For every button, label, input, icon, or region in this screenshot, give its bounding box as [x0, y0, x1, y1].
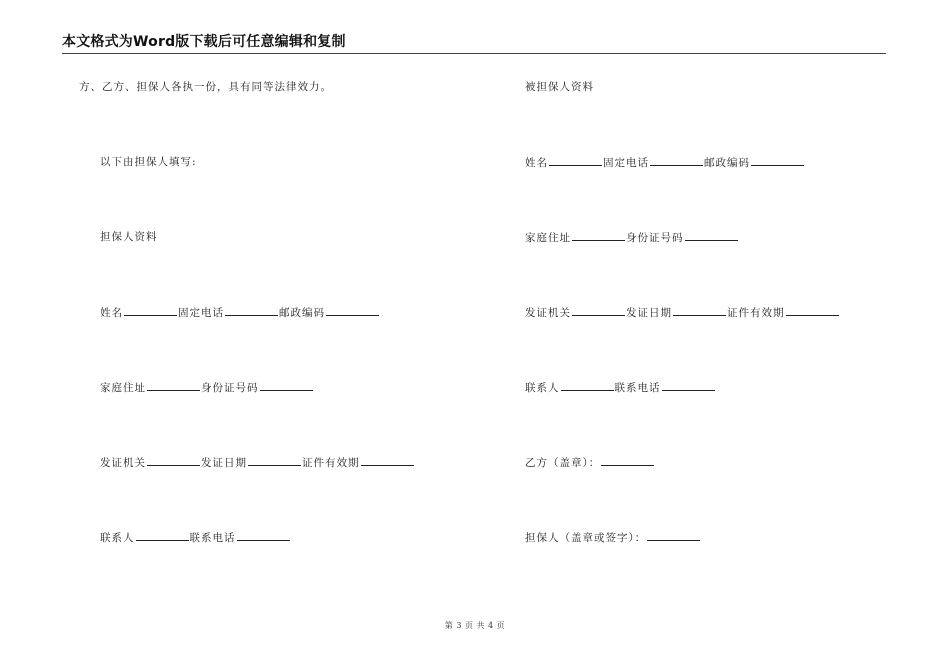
name-label: 姓名: [100, 307, 123, 319]
guarantor-seal-label: 担保人（盖章或签字）：: [525, 532, 647, 544]
valid-blank[interactable]: [361, 455, 414, 466]
left-intro-line: [79, 80, 332, 94]
id-blank[interactable]: [260, 380, 313, 391]
issue-date-label: 发证日期: [201, 457, 247, 469]
issuer-blank[interactable]: [147, 455, 200, 466]
issuer-label: 发证机关: [525, 307, 571, 319]
contact-phone-label: 联系电话: [189, 532, 236, 544]
guarantor-seal-blank[interactable]: [647, 530, 700, 541]
phone-blank[interactable]: [225, 305, 278, 316]
contact-phone-label: 联系电话: [614, 382, 661, 394]
contact-label: 联系人: [525, 382, 560, 394]
issue-date-blank[interactable]: [673, 305, 726, 316]
id-label: 身份证号码: [626, 232, 684, 244]
issuer-label: 发证机关: [100, 457, 146, 469]
left-section-title: [100, 230, 158, 244]
name-blank[interactable]: [549, 155, 602, 166]
contact-label: 联系人: [100, 532, 135, 544]
right-issuer-row: [525, 305, 840, 320]
left-issuer-row: [100, 455, 415, 470]
header-title: 本文格式为Word版下载后可任意编辑和复制: [62, 34, 346, 50]
left-fill-note: [100, 155, 197, 169]
issuer-blank[interactable]: [572, 305, 625, 316]
page-footer: [0, 621, 950, 631]
page-number: 第 3 页 共 4 页: [444, 621, 506, 630]
right-address-row: [525, 230, 739, 245]
postcode-label: 邮政编码: [279, 307, 325, 319]
postcode-blank[interactable]: [751, 155, 804, 166]
address-label: 家庭住址: [525, 232, 571, 244]
address-label: 家庭住址: [100, 382, 146, 394]
guaranteed-section-title: 被担保人资料: [525, 81, 594, 93]
phone-label: 固定电话: [178, 307, 224, 319]
valid-label: 证件有效期: [302, 457, 360, 469]
fill-note-text: 以下由担保人填写:: [100, 156, 197, 168]
contact-phone-blank[interactable]: [237, 530, 290, 541]
right-contact-row: [525, 380, 716, 395]
intro-text: 方、乙方、担保人各执一份，具有同等法律效力。: [79, 81, 332, 93]
postcode-blank[interactable]: [326, 305, 379, 316]
right-section-title: [525, 80, 594, 94]
party-b-seal-label: 乙方（盖章）：: [525, 457, 601, 469]
right-party-b-seal-row: [525, 455, 655, 470]
left-name-row: [100, 305, 380, 320]
contact-blank[interactable]: [561, 380, 614, 391]
left-address-row: [100, 380, 314, 395]
id-label: 身份证号码: [201, 382, 259, 394]
valid-blank[interactable]: [786, 305, 839, 316]
phone-blank[interactable]: [650, 155, 703, 166]
id-blank[interactable]: [685, 230, 738, 241]
contact-blank[interactable]: [136, 530, 189, 541]
valid-label: 证件有效期: [727, 307, 785, 319]
right-name-row: [525, 155, 805, 170]
contact-phone-blank[interactable]: [662, 380, 715, 391]
page-header: [62, 34, 886, 54]
left-contact-row: [100, 530, 291, 545]
postcode-label: 邮政编码: [704, 157, 750, 169]
phone-label: 固定电话: [603, 157, 649, 169]
party-b-seal-blank[interactable]: [601, 455, 654, 466]
issue-date-label: 发证日期: [626, 307, 672, 319]
name-blank[interactable]: [124, 305, 177, 316]
issue-date-blank[interactable]: [248, 455, 301, 466]
name-label: 姓名: [525, 157, 548, 169]
address-blank[interactable]: [147, 380, 200, 391]
right-guarantor-seal-row: [525, 530, 701, 545]
address-blank[interactable]: [572, 230, 625, 241]
guarantor-section-title: 担保人资料: [100, 231, 158, 243]
